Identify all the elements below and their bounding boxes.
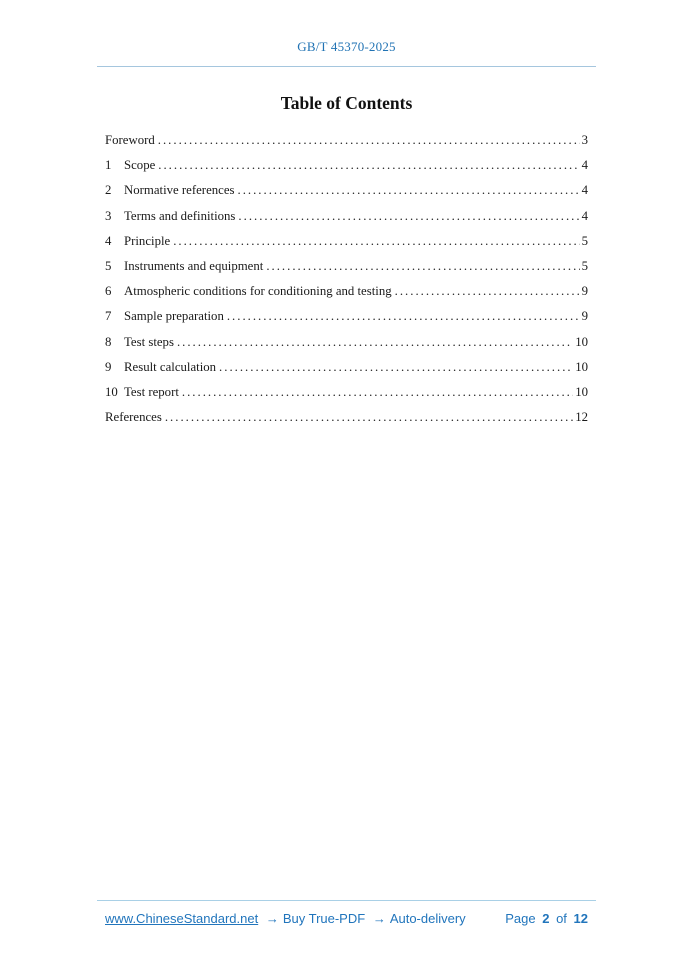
toc-dot-leader — [266, 254, 579, 279]
toc-dot-leader — [177, 330, 573, 355]
toc-entry-page: 9 — [581, 309, 588, 324]
toc-dot-leader — [238, 178, 580, 203]
toc-entry-number: 7 — [105, 309, 112, 324]
toc-entry-number: 9 — [105, 359, 112, 374]
toc-entry-label: Test steps — [124, 334, 174, 349]
page-indicator — [505, 911, 588, 926]
toc-dot-leader — [158, 153, 579, 178]
current-page-number: 2 — [542, 911, 550, 926]
toc-entry-label: Instruments and equipment — [124, 258, 264, 273]
toc-entry-label: Test report — [124, 384, 179, 399]
toc-entry-label: Foreword — [105, 133, 155, 147]
total-page-number: 12 — [573, 911, 588, 926]
toc-entry[interactable] — [105, 330, 588, 355]
toc-entry[interactable] — [105, 304, 588, 329]
toc-entry-page: 4 — [581, 158, 588, 173]
toc-dot-leader — [165, 405, 573, 430]
toc-entry[interactable] — [105, 279, 588, 304]
page-label: Page — [505, 911, 536, 926]
toc-entry-number: 3 — [105, 208, 112, 223]
auto-delivery-label: Auto-delivery — [389, 911, 466, 926]
toc-dot-leader — [173, 229, 579, 254]
toc-entry-number: 8 — [105, 334, 112, 349]
toc-entry-page: 10 — [575, 359, 588, 374]
toc-entry-page: 10 — [575, 334, 588, 349]
toc-dot-leader — [182, 380, 573, 405]
toc-dot-leader — [238, 204, 579, 229]
toc-entry-label: Normative references — [124, 183, 235, 198]
toc-entry-label: Scope — [124, 158, 156, 173]
buy-pdf-label: Buy True-PDF — [282, 911, 366, 926]
toc-entry[interactable] — [105, 153, 588, 178]
toc-entry-number: 4 — [105, 233, 112, 248]
header-divider — [97, 66, 596, 67]
toc-entry-number: 2 — [105, 183, 112, 198]
page-footer — [105, 911, 588, 926]
toc-entry[interactable] — [105, 355, 588, 380]
toc-entry[interactable] — [105, 178, 588, 203]
toc-entry-page: 4 — [581, 208, 588, 223]
toc-entry-number: 6 — [105, 284, 112, 299]
toc-dot-leader — [395, 279, 580, 304]
toc-entry-page: 10 — [575, 384, 588, 399]
toc-entry[interactable] — [105, 254, 588, 279]
toc-entry-number: 1 — [105, 158, 112, 173]
toc-dot-leader — [219, 355, 573, 380]
footer-branding — [105, 911, 466, 926]
toc-entry[interactable] — [105, 405, 588, 430]
toc-entry-label: Atmospheric conditions for conditioning and testing — [124, 284, 392, 299]
toc-entry-page: 12 — [575, 410, 588, 425]
toc-entry-label: Result calculation — [124, 359, 217, 374]
toc-entry-label: References — [105, 410, 162, 425]
toc-entry-page: 5 — [581, 258, 588, 273]
toc-entry[interactable] — [105, 229, 588, 254]
of-label: of — [556, 911, 567, 926]
arrow-icon: → — [372, 911, 386, 926]
toc-entry-number: 10 — [105, 384, 118, 399]
toc-dot-leader — [158, 128, 580, 153]
page-header — [97, 38, 596, 56]
toc-list — [105, 128, 588, 430]
toc-entry-label: Principle — [124, 233, 171, 248]
toc-entry-number: 5 — [105, 258, 112, 273]
toc-entry-label: Sample preparation — [124, 309, 224, 324]
toc-entry-page: 5 — [581, 233, 588, 248]
page-title: Table of Contents — [280, 93, 413, 113]
toc-entry-page: 4 — [581, 183, 588, 198]
toc-entry[interactable] — [105, 128, 588, 153]
toc-entry-page: 9 — [581, 284, 588, 299]
arrow-icon: → — [265, 911, 279, 926]
footer-divider — [97, 900, 596, 901]
toc-entry[interactable] — [105, 204, 588, 229]
toc-entry-label: Terms and definitions — [124, 208, 236, 223]
site-link[interactable]: www.ChineseStandard.net — [105, 911, 259, 926]
toc-entry-page: 3 — [581, 133, 588, 147]
toc-dot-leader — [227, 304, 580, 329]
standard-number: GB/T 45370-2025 — [297, 39, 396, 54]
toc-entry[interactable] — [105, 380, 588, 405]
